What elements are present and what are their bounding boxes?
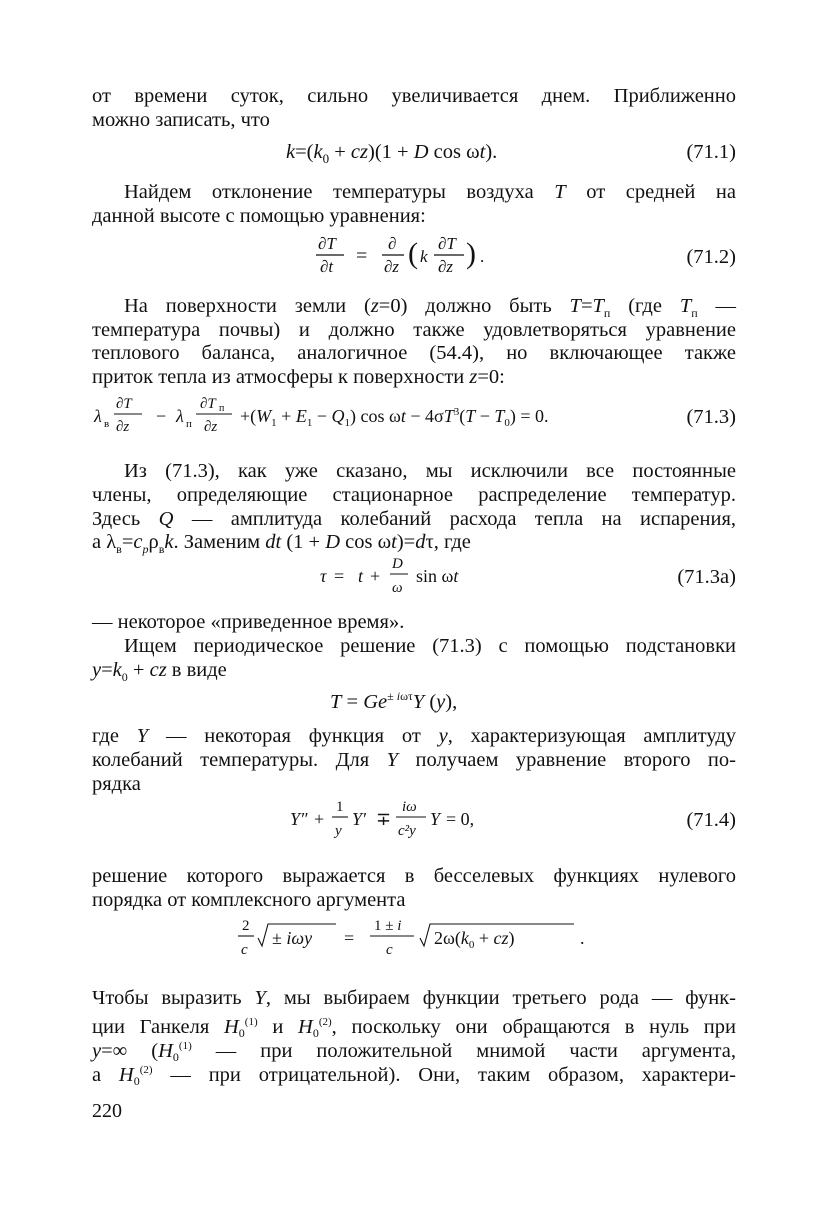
svg-text:∂T: ∂T — [200, 396, 216, 412]
svg-text:iω: iω — [402, 799, 417, 815]
text-line: y=∞ (H0$^{(1)}$ — при положительной мнимой части аргумента, — [92, 1039, 736, 1064]
svg-text:+(W1 + E1 − Q1) cos ωt − 4σT3(: $+(W_1 + E_1 - Q_1)$ $\cos \omega t - 4\sigma T^3(T - T_0) = 0$. — [240, 406, 549, 429]
svg-text:(: ( — [408, 237, 418, 270]
text-line: $y=k_0$ + cz в виде — [92, 659, 227, 685]
svg-text:k: k — [420, 247, 428, 266]
text-line: члены, определяющие стационарное распределение температур. — [92, 484, 736, 506]
svg-text:Y′: Y′ — [352, 809, 366, 829]
svg-text:1 ± i: 1 ± i — [374, 918, 402, 934]
text-line: данной высоте с помощью уравнения: — [92, 205, 426, 227]
svg-text:D: D — [392, 556, 403, 572]
svg-text:∓: ∓ — [376, 809, 392, 829]
svg-text:y: y — [335, 823, 342, 839]
text-line: а H0$^{(2)}$ — при отрицательной). Они, таким образом, характери- — [92, 1063, 736, 1088]
svg-text:c²y: c²y — [398, 823, 416, 839]
equation-number: (71.3а) — [677, 566, 736, 588]
svg-text:): ) — [466, 237, 476, 270]
svg-text:.: . — [580, 928, 585, 948]
svg-text:t: t — [358, 566, 364, 586]
equation-71-3a — [320, 552, 520, 602]
svg-text:∂t: ∂t — [320, 257, 334, 276]
text-line: ции Ганкеля H0$^{(1)}$ и H0$^{(2)}$, поскольку они обращаются в нуль при — [92, 1015, 736, 1040]
text-line: рядка — [92, 773, 141, 795]
svg-text:+: + — [370, 566, 381, 586]
svg-text:ω: ω — [392, 580, 403, 596]
text-line: На поверхности земли (z=0) должно быть $T=T_п$ (где $T_п$ — — [124, 295, 736, 321]
text-line: Чтобы выразить Y, мы выбираем функции третьего рода — функ- — [92, 987, 736, 1009]
svg-text:.: . — [480, 247, 485, 266]
equation-71-4 — [290, 795, 550, 847]
svg-text:∂z: ∂z — [384, 257, 400, 276]
svg-text:λ: λ — [176, 406, 184, 426]
svg-text:∂z: ∂z — [438, 257, 454, 276]
text-line: порядка от комплексного аргумента — [92, 889, 406, 911]
svg-text:п: п — [219, 403, 225, 414]
svg-text:1: 1 — [336, 799, 344, 815]
svg-text:Y: Y — [430, 809, 441, 829]
text-line: можно записать, что — [92, 109, 270, 131]
text-line: — некоторое «приведенное время». — [92, 611, 405, 633]
text-line: температура почвы) и должно также удовлетворяться уравнение — [92, 319, 736, 341]
text-line: Из (71.3), как уже сказано, мы исключили все постоянные — [124, 460, 736, 482]
text-line: теплового баланса, аналогичное (54.4), но включающее также — [92, 342, 736, 364]
equation-number: (71.1) — [686, 141, 736, 163]
svg-text:λ: λ — [94, 406, 102, 426]
svg-text:=: = — [334, 566, 345, 586]
equation-71-3 — [92, 388, 652, 442]
svg-text:2ω(k0 + cz): $2\omega(k_0 + cz)$ — [434, 928, 515, 951]
svg-text:в: в — [104, 418, 110, 430]
text-line: от времени суток, сильно увеличивается днем. Приближенно — [92, 85, 736, 107]
svg-text:∂T: ∂T — [318, 234, 336, 253]
text-line: а $\lambda_в=c_p\rho_вk$. Заменим dt (1 + D cos ωt)=dτ, где — [92, 531, 471, 557]
svg-text:Y″: Y″ — [290, 809, 308, 829]
page-number: 220 — [92, 1100, 122, 1122]
svg-text:∂z: ∂z — [116, 419, 130, 435]
text-line: колебаний температуры. Для Y получаем уравнение второго по- — [92, 749, 736, 771]
text-line: приток тепла из атмосферы к поверхности z=0: — [92, 366, 505, 388]
svg-text:sin ωt: sin ωt — [416, 566, 459, 586]
svg-text:п: п — [186, 418, 192, 430]
svg-text:2: 2 — [242, 918, 250, 934]
equation-number: (71.2) — [686, 246, 736, 268]
svg-text:+: + — [314, 809, 325, 829]
svg-text:∂: ∂ — [388, 234, 397, 253]
svg-text:=: = — [344, 928, 355, 948]
text-line: Ищем периодическое решение (71.3) с помощью подстановки — [124, 635, 736, 657]
svg-text:c: c — [386, 942, 393, 958]
svg-text:−: − — [156, 406, 167, 426]
equation-argument — [236, 912, 596, 966]
svg-text:c: c — [241, 942, 248, 958]
svg-text:τ: τ — [320, 566, 327, 586]
svg-text:= 0,: = 0, — [446, 809, 475, 829]
text-line: Найдем отклонение температуры воздуха T от средней на — [124, 181, 737, 203]
equation-71-1: $k=(k_0 + cz)(1 + D$ cos ωt). — [286, 141, 498, 167]
svg-text:∂T: ∂T — [438, 234, 456, 253]
svg-text:∂T: ∂T — [116, 396, 132, 412]
svg-text:± iωy: ± iωy — [272, 928, 313, 948]
text-line: Здесь Q — амплитуда колебаний расхода тепла на испарения, — [92, 508, 736, 530]
equation-number: (71.3) — [686, 406, 736, 428]
equation-number: (71.4) — [686, 809, 736, 831]
equation-T: $T = Ge^{\pm i\omega\tau}Y$ (y), — [330, 689, 458, 713]
text-line: решение которого выражается в бесселевых функциях нулевого — [92, 865, 736, 887]
text-line: где Y — некоторая функция от y, характеризующая амплитуду — [92, 725, 737, 747]
svg-text:∂z: ∂z — [204, 419, 218, 435]
equation-71-2 — [300, 230, 530, 282]
svg-text:=: = — [356, 245, 368, 267]
